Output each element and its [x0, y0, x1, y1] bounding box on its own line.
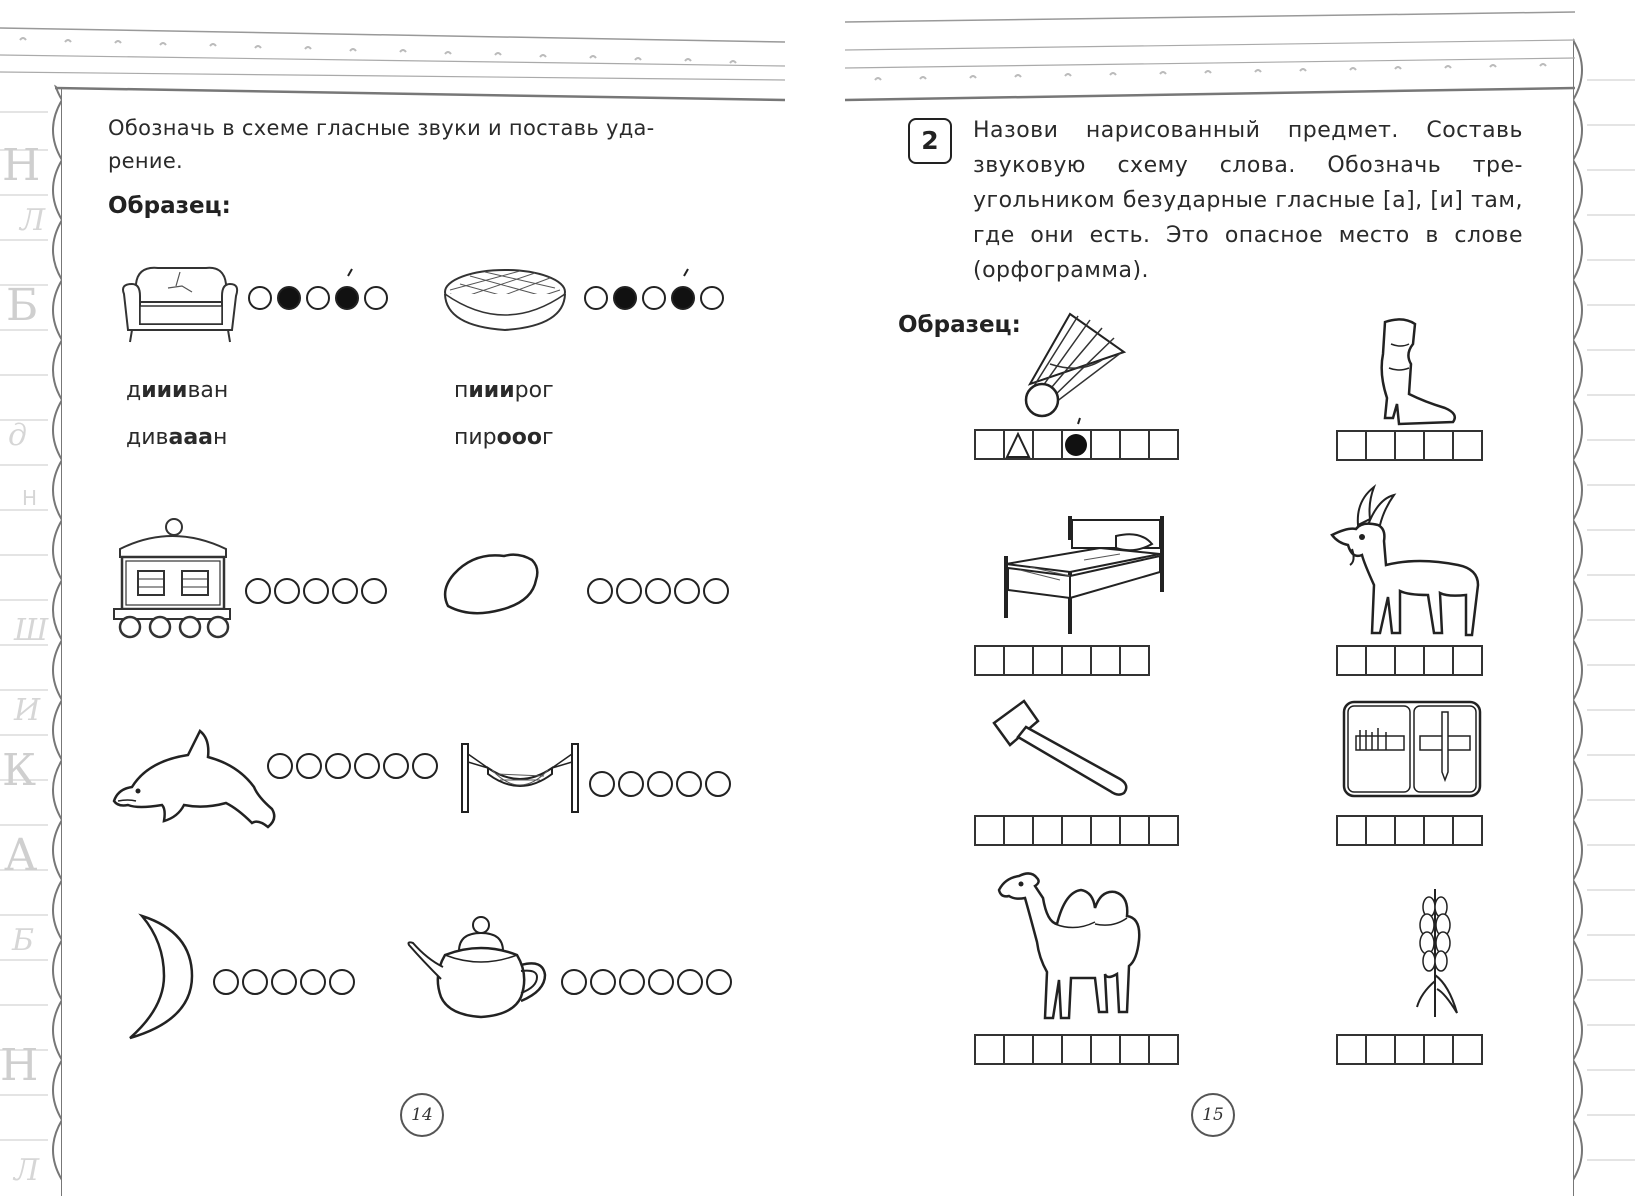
border-letter: Н	[0, 1040, 39, 1091]
border-letter: Н	[22, 486, 38, 510]
left-border-art	[0, 0, 62, 1196]
moon-sound-scheme	[212, 966, 362, 1002]
page-number-left: 14	[400, 1093, 444, 1137]
right-border-art	[1573, 0, 1635, 1196]
camel-cell-scheme	[974, 1034, 1184, 1069]
stress-mark	[684, 269, 688, 276]
boot-picture	[1375, 314, 1460, 429]
border-letter: Л	[20, 203, 46, 238]
right-instruction: Назови нарисованный предмет. Составь звуковую схему слова. Обозначь тре-угольником безударные гласные [а], [и] там, где они есть. Это опасное место в слове (орфограмма).	[973, 118, 1523, 283]
pencil-case-cell-scheme	[1336, 815, 1486, 850]
lemon-picture	[440, 550, 542, 620]
pie-sound-scheme	[582, 272, 732, 312]
wheat-ear-picture	[1405, 885, 1465, 1020]
crescent-moon-picture	[126, 912, 196, 1042]
border-letter: Б	[6, 280, 39, 331]
border-letter: И	[14, 693, 41, 728]
pie-spelling-1: пииирог	[454, 378, 554, 403]
task-number-badge: 2	[908, 118, 952, 164]
boot-cell-scheme	[1336, 430, 1486, 465]
stress-mark	[1078, 418, 1080, 424]
sofa-picture	[118, 262, 238, 346]
pencil-case-picture	[1342, 700, 1482, 798]
border-letter: Л	[14, 1153, 40, 1188]
teapot-sound-scheme	[560, 966, 740, 1002]
bed-picture	[1000, 510, 1172, 635]
lemon-sound-scheme	[586, 575, 736, 611]
camel-picture	[995, 862, 1155, 1022]
wagon-picture	[108, 515, 236, 645]
goat-picture	[1328, 485, 1483, 635]
shuttlecock-cell-scheme	[974, 418, 1184, 463]
left-border-strip	[0, 0, 62, 1196]
wagon-sound-scheme	[244, 575, 394, 611]
right-border-strip	[1573, 0, 1635, 1196]
page-number-right: 15	[1191, 1093, 1235, 1137]
hammer-picture	[992, 695, 1137, 795]
border-letter: Б	[12, 923, 35, 958]
border-letter: Ш	[14, 613, 49, 648]
stress-mark	[348, 269, 352, 276]
hammer-cell-scheme	[974, 815, 1184, 850]
left-top-ribbon	[0, 0, 800, 110]
border-letter: д	[8, 418, 28, 453]
bed-cell-scheme	[974, 645, 1154, 680]
hammock-sound-scheme	[588, 768, 738, 804]
border-letter: А	[4, 830, 38, 881]
right-sample-heading: Образец:	[898, 312, 1021, 338]
sofa-spelling-1: диииван	[126, 378, 229, 403]
teapot-picture	[405, 915, 550, 1025]
pie-picture	[440, 264, 570, 339]
pie-spelling-2: пирооог	[454, 425, 554, 450]
goat-cell-scheme	[1336, 645, 1486, 680]
left-instruction: Обозначь в схеме гласные звуки и поставь уда-рение.	[108, 116, 655, 173]
sofa-spelling-2: дивааан	[126, 425, 228, 450]
left-sample-heading: Образец:	[108, 193, 231, 219]
sofa-sound-scheme	[246, 272, 396, 312]
dolphin-picture	[108, 725, 283, 830]
dolphin-sound-scheme	[266, 750, 446, 786]
border-letter: Н	[2, 140, 41, 191]
hammock-picture	[458, 740, 583, 815]
right-top-ribbon	[845, 0, 1605, 110]
border-letter: К	[2, 745, 37, 796]
stressed-vowel-dot	[1065, 434, 1087, 456]
shuttlecock-picture	[1020, 308, 1130, 418]
wheat-cell-scheme	[1336, 1034, 1486, 1069]
